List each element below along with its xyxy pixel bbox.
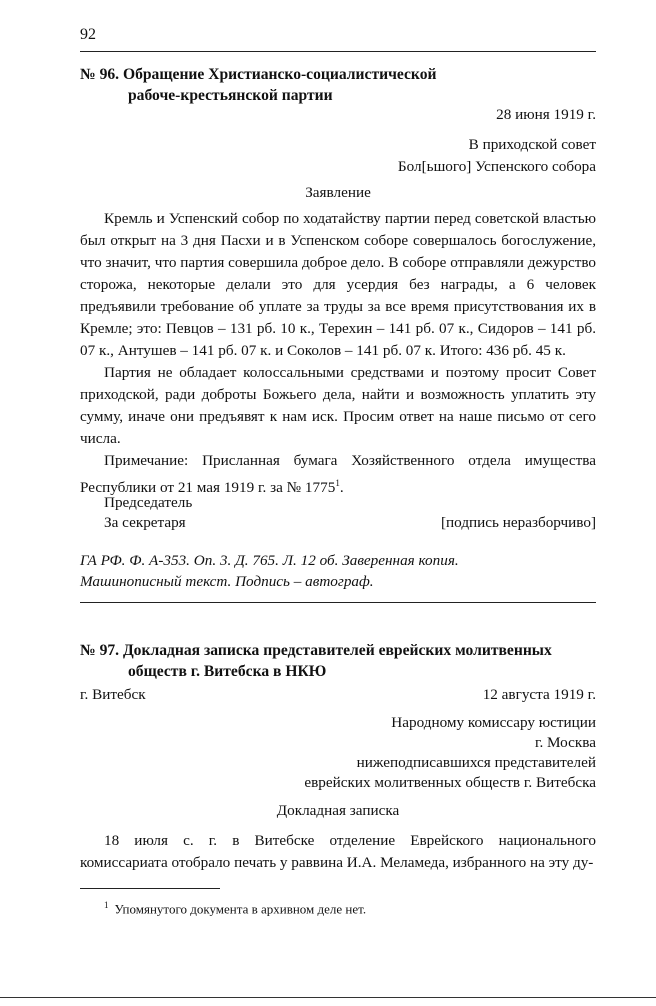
doc96-sign-row	[80, 512, 596, 534]
page-number: 92	[80, 26, 96, 43]
doc97-place: г. Витебск	[80, 686, 146, 703]
footnote	[104, 900, 366, 917]
doc96-title-line1: № 96. Обращение Христианско-социалистической	[80, 66, 437, 83]
doc97-addressee-1: Народному комиссару юстиции	[391, 714, 596, 731]
doc96-addressee-1: В приходской совет	[468, 136, 596, 153]
doc97-date: 12 августа 1919 г.	[482, 686, 596, 703]
doc96-date: 28 июня 1919 г.	[496, 106, 596, 123]
doc96-heading: Заявление	[305, 184, 371, 201]
doc96-paragraph-1: Кремль и Успенский собор по ходатайству партии перед советской властью был открыт на 3 дня Пасхи и в Успенском соборе совершалось богослужение, что значит, что партия совершила доброе дело. В соборе отправляли дежурство сторожа, некоторые делали это для усердия без награды, а 6 человек предъявили требование об уплате за труды за все время присутствования их в Кремле; это: Певцов – 131 рб. 10 к., Терехин – 141 рб. 07 к., Сидоров – 141 рб. 07 к., Антушев – 141 рб. 07 к. и Соколов – 141 рб. 07 к. Итого: 436 рб. 45 к.	[80, 210, 596, 359]
doc96-addressee-2: Бол[ьшого] Успенского собора	[397, 158, 596, 175]
footnote-text: Упомянутого документа в архивном деле нет.	[114, 901, 367, 917]
doc97-title-line1: № 97. Докладная записка представителей еврейских молитвенных	[80, 642, 552, 659]
doc96-body	[80, 208, 596, 499]
doc96-note-text: Примечание: Присланная бумага Хозяйственного отдела имущества Республики от 21 мая 1919 г. за № 1775	[80, 452, 596, 497]
doc97-title	[80, 640, 596, 682]
doc96-signature-note: [подпись неразборчиво]	[440, 514, 596, 531]
page-bottom-edge	[0, 997, 656, 998]
doc97-addressee-4: еврейских молитвенных обществ г. Витебска	[304, 774, 596, 791]
doc96-archive-1: ГА РФ. Ф. А-353. Оп. 3. Д. 765. Л. 12 об. Заверенная копия.	[80, 552, 459, 569]
footnote-ref: 1	[335, 478, 340, 488]
doc97-addressee-3: нижеподписавшихся представителей	[356, 754, 596, 771]
doc97-paragraph-1: 18 июля с. г. в Витебске отделение Еврейского национального комиссариата отобрало печать у раввина И.А. Меламеда, избранного на эту ду-	[80, 832, 596, 871]
doc96-note-end: .	[339, 479, 344, 497]
doc97-addressee-2: г. Москва	[534, 734, 596, 751]
footnote-mark: 1	[104, 900, 109, 910]
doc97-title-line2: обществ г. Витебска в НКЮ	[128, 663, 327, 680]
section-divider	[80, 602, 596, 603]
doc96-sign-chair: Председатель	[104, 494, 193, 511]
footnote-rule	[80, 888, 220, 889]
doc96-title	[80, 64, 596, 106]
doc97-body	[80, 830, 596, 874]
doc97-place-date-row	[80, 684, 596, 706]
doc96-sign-secretary: За секретаря	[104, 514, 186, 531]
doc96-title-line2: рабоче-крестьянской партии	[128, 87, 333, 104]
doc97-heading: Докладная записка	[276, 802, 400, 819]
header-rule	[80, 51, 596, 52]
doc96-archive-2: Машинописный текст. Подпись – автограф.	[80, 573, 374, 590]
doc96-paragraph-2: Партия не обладает колоссальными средствами и поэтому просит Совет приходской, ради доброты Божьего дела, найти и возможность уплатить эту сумму, иначе они предъявят к нам иск. Просим ответ на наше письмо от сего числа.	[80, 364, 596, 447]
